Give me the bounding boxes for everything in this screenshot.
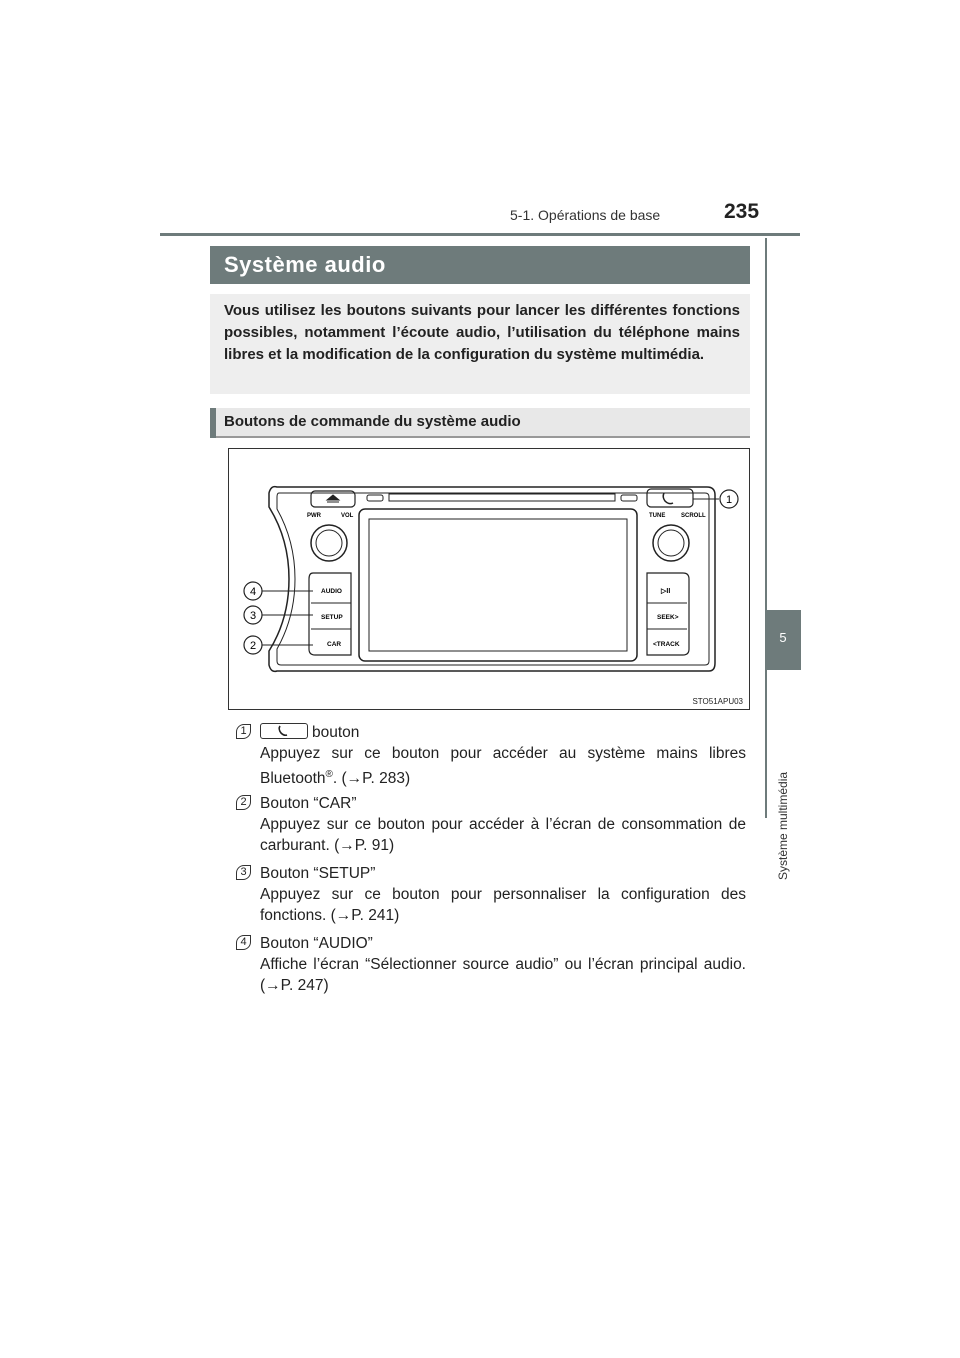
callout-label-3: 3 <box>249 610 257 622</box>
item-title: Bouton “CAR” <box>260 795 357 812</box>
touch-screen <box>369 519 627 651</box>
car-label: CAR <box>327 641 342 648</box>
slot-left-cap <box>367 495 383 501</box>
item-ref: . (→P. 283) <box>332 770 411 788</box>
screen-frame <box>359 509 637 661</box>
callout-label-2: 2 <box>249 640 257 652</box>
item-desc: Affiche l’écran “Sélectionner source audio” ou l’écran principal audio. (→P. 247) <box>260 956 746 994</box>
header-rule <box>160 233 800 236</box>
title-bar <box>210 246 750 284</box>
play-pause-label: ▷II <box>661 588 671 595</box>
eject-icon <box>327 495 339 502</box>
item-desc: Appuyez sur ce bouton pour personnaliser la configuration des fonctions. (→P. 241) <box>260 886 746 924</box>
item-body <box>260 722 746 789</box>
item-title: Bouton “SETUP” <box>260 865 376 882</box>
item-title: bouton <box>312 724 360 741</box>
chapter-tab <box>765 610 801 670</box>
item-number: 3 <box>236 865 251 880</box>
callout-label-1: 1 <box>725 494 733 506</box>
pwr-label: PWR <box>307 513 321 519</box>
volume-knob-inner <box>316 530 342 556</box>
item-title: Bouton “AUDIO” <box>260 935 373 952</box>
phone-icon <box>663 493 673 504</box>
page-title: Système audio <box>224 252 386 277</box>
audio-unit-diagram <box>228 448 750 710</box>
chapter-number: 5 <box>779 630 787 645</box>
seek-label: SEEK> <box>657 614 679 621</box>
slot-right-cap <box>621 495 637 501</box>
track-label: <TRACK <box>653 641 680 648</box>
setup-label: SETUP <box>321 614 343 621</box>
scroll-label: SCROLL <box>681 513 706 519</box>
tune-label: TUNE <box>649 513 666 519</box>
vol-label: VOL <box>341 513 354 519</box>
subsection-accent <box>210 408 216 438</box>
figure-code: STO51APU03 <box>692 697 743 706</box>
item-body <box>260 933 746 996</box>
tune-knob-inner <box>658 530 684 556</box>
side-rule <box>765 238 767 818</box>
audio-unit-illustration <box>229 449 749 709</box>
chapter-label: Système multimédia <box>776 771 790 880</box>
page-number: 235 <box>724 200 760 223</box>
phone-button-icon <box>260 723 308 739</box>
intro-text: Vous utilisez les boutons suivants pour lancer les différentes fonctions possibles, notamment l’écoute audio, l’utilisation du téléphone mains libres et la modification de la configuration du système multimédia. <box>224 302 740 363</box>
item-desc: Appuyez sur ce bouton pour accéder au système mains libres Bluetooth <box>260 745 746 788</box>
subsection-title: Boutons de commande du système audio <box>224 413 521 430</box>
item-desc: Appuyez sur ce bouton pour accéder à l’écran de consommation de carburant. (→P. 91) <box>260 816 746 854</box>
item-number: 4 <box>236 935 251 950</box>
item-body <box>260 793 746 856</box>
audio-label: AUDIO <box>321 588 342 595</box>
registered-mark: ® <box>325 769 333 780</box>
subsection-bar <box>210 408 750 438</box>
cd-slot <box>389 494 615 501</box>
item-body <box>260 863 746 926</box>
section-title: 5-1. Opérations de base <box>510 207 661 223</box>
item-number: 1 <box>236 724 251 739</box>
callout-label-4: 4 <box>249 586 257 598</box>
intro-box <box>210 294 750 394</box>
item-number: 2 <box>236 795 251 810</box>
